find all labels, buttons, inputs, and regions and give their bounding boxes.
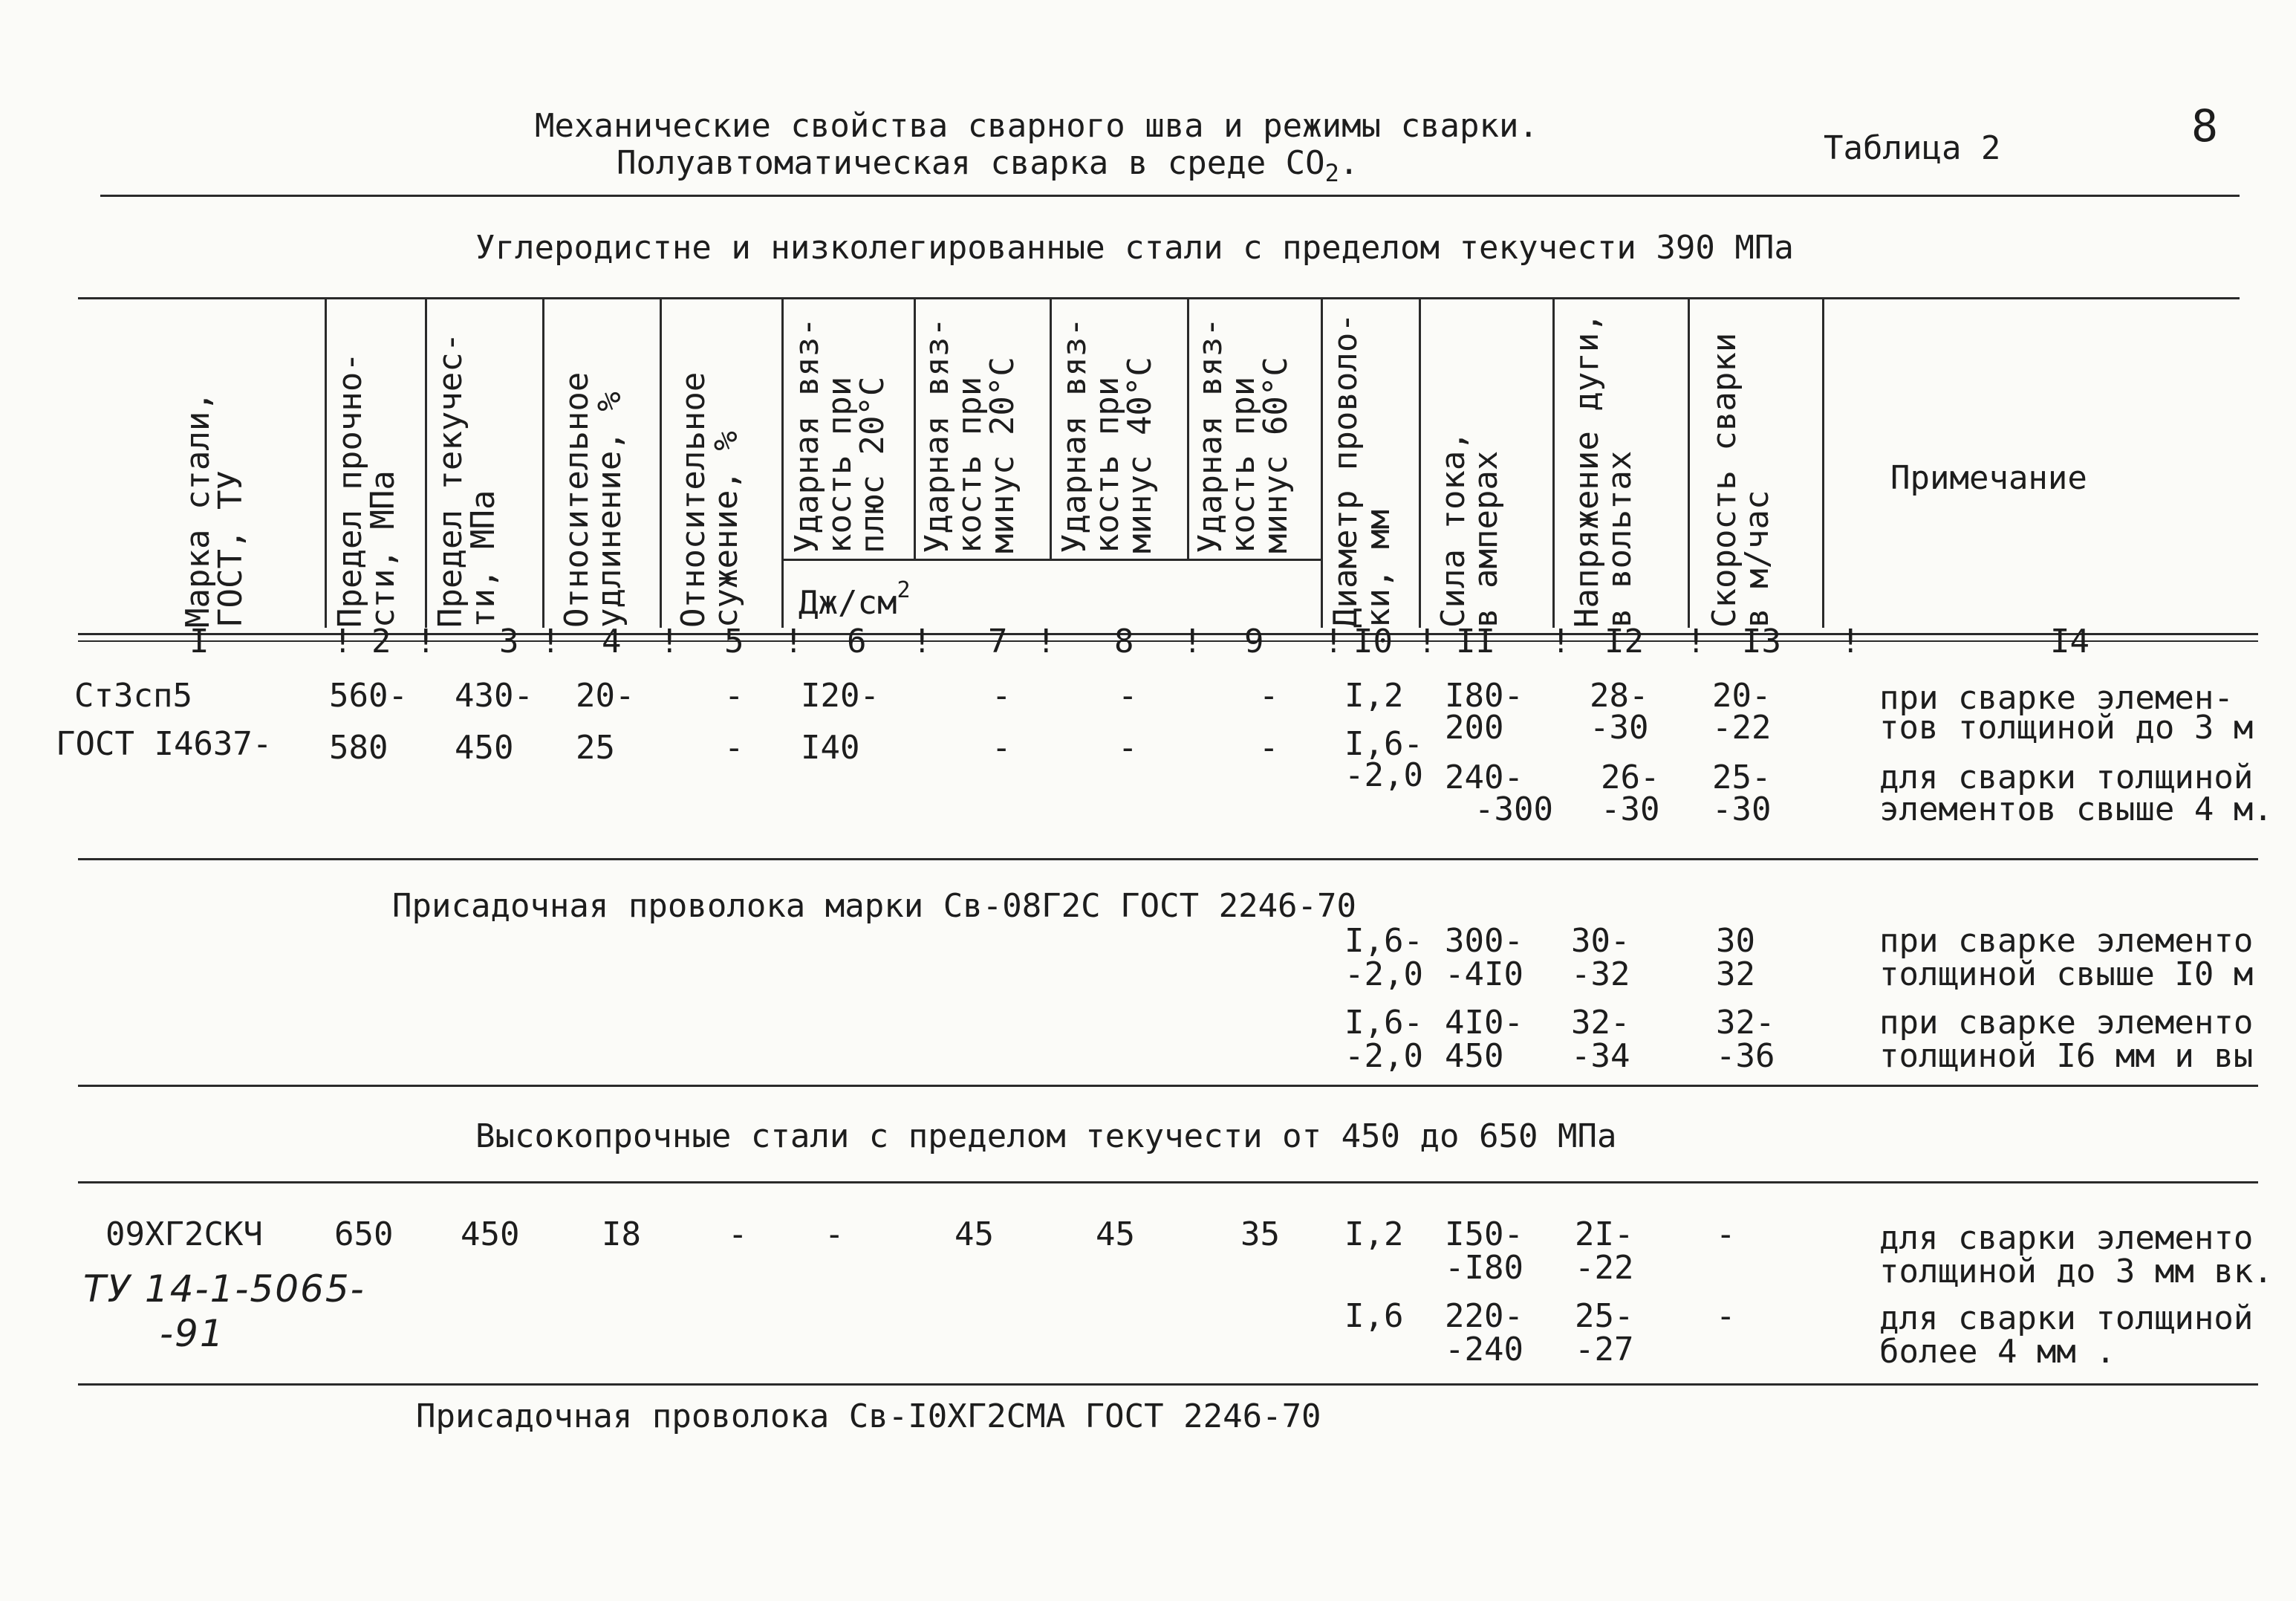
col-num-6: 6 — [847, 623, 867, 660]
header-bottom-rule-2 — [78, 640, 2258, 642]
cell: - — [728, 1215, 748, 1253]
title-subscript: 2 — [1324, 159, 1339, 187]
header-voltage-l1: Напряжение дуги, — [1568, 313, 1606, 628]
col-divider-8 — [1187, 297, 1189, 559]
impact-unit — [799, 579, 911, 620]
cell: -36 — [1716, 1037, 1775, 1075]
col-num-sep: ! — [660, 623, 680, 660]
cell: 32 — [1716, 955, 1755, 993]
col-divider-4 — [660, 297, 662, 628]
title-line-1: Механические свойства сварного шва и режимы сварки. — [535, 107, 1539, 145]
header-impact-minus60 — [1191, 317, 1295, 553]
cell: I,6 — [1344, 1297, 1404, 1335]
cell: -240 — [1445, 1331, 1523, 1368]
cell: 560- — [329, 677, 408, 715]
cell: - — [825, 1215, 845, 1253]
header-elongation — [558, 371, 628, 628]
header-impact-minus20-l1: Ударная вяз- — [918, 317, 956, 553]
header-impact-minus40-l1: Ударная вяз- — [1056, 317, 1093, 553]
header-yield — [432, 332, 502, 628]
col-num-sep: ! — [416, 623, 436, 660]
cell: -2,0 — [1344, 1037, 1423, 1075]
cell: 25 — [576, 729, 615, 767]
impact-unit-rule — [784, 559, 1322, 561]
handwritten-spec-2: -91 — [160, 1312, 225, 1355]
rule-section-3-end — [78, 1383, 2258, 1386]
header-impact-plus20-l2: кость при — [821, 376, 859, 553]
cell: -22 — [1712, 709, 1772, 747]
header-voltage-l2: в вольтах — [1601, 450, 1639, 628]
cell-note: при сварке элементо — [1879, 1004, 2254, 1042]
header-yield-l2: ти, МПа — [464, 490, 502, 628]
cell: 200 — [1445, 709, 1504, 747]
steel-grade-1: Ст3сп5 — [74, 677, 192, 715]
col-divider-13 — [1822, 297, 1824, 628]
cell: 30- — [1571, 922, 1630, 960]
cell: - — [1259, 677, 1279, 715]
section-2-title: Высокопрочные стали с пределом текучести от 450 до 650 МПа — [475, 1117, 1617, 1155]
cell-note: элементов свыше 4 м. — [1879, 790, 2273, 828]
cell: 4I0- — [1445, 1004, 1523, 1042]
col-num-10: I0 — [1353, 623, 1393, 660]
header-bottom-rule — [78, 633, 2258, 635]
col-num-14: I4 — [2050, 623, 2090, 660]
header-impact-plus20-l1: Ударная вяз- — [788, 317, 826, 553]
col-divider-1 — [325, 297, 327, 628]
cell: - — [992, 729, 1012, 767]
col-num-sep: ! — [1417, 623, 1437, 660]
rule-section-1-end — [78, 858, 2258, 860]
cell: 20- — [1712, 677, 1772, 715]
cell: 25- — [1575, 1297, 1634, 1335]
header-impact-minus60-l2: кость при — [1224, 376, 1262, 553]
header-reduction-l2: сужение, % — [707, 431, 745, 628]
rule-top — [100, 195, 2240, 197]
header-steel-grade — [179, 392, 250, 628]
cell: I50- — [1445, 1215, 1523, 1253]
header-impact-minus60-l3: минус 60°С — [1257, 357, 1295, 553]
col-num-sep: ! — [1686, 623, 1706, 660]
col-num-sep: ! — [912, 623, 932, 660]
col-divider-2 — [425, 297, 427, 628]
header-impact-minus40-l3: минус 40°С — [1121, 357, 1159, 553]
col-num-2: 2 — [371, 623, 391, 660]
cell: I8 — [602, 1215, 641, 1253]
col-num-sep: ! — [541, 623, 561, 660]
header-reduction-l1: Относительное — [674, 371, 712, 628]
col-divider-11 — [1552, 297, 1555, 628]
header-tensile — [331, 352, 402, 628]
cell: 450 — [1445, 1037, 1504, 1075]
cell: I,2 — [1344, 1215, 1404, 1253]
col-num-sep: ! — [1036, 623, 1056, 660]
cell: I20- — [801, 677, 879, 715]
col-divider-7 — [1050, 297, 1052, 559]
cell: - — [992, 677, 1012, 715]
cell: - — [1118, 729, 1138, 767]
cell: 220- — [1445, 1297, 1523, 1335]
col-divider-6 — [914, 297, 916, 559]
col-num-7: 7 — [988, 623, 1008, 660]
col-num-1: I — [189, 623, 209, 660]
impact-unit-sup: 2 — [897, 577, 911, 603]
col-num-5: 5 — [724, 623, 744, 660]
cell: I,6- — [1344, 922, 1423, 960]
impact-unit-text: Дж/см — [799, 584, 897, 622]
handwritten-spec-1: ТУ 14-1-5065- — [83, 1267, 365, 1311]
header-impact-minus40 — [1058, 317, 1157, 553]
cell-note: при сварке элементо — [1879, 922, 2254, 960]
cell: -300 — [1474, 790, 1553, 828]
cell: 450 — [461, 1215, 520, 1253]
cell: -30 — [1712, 790, 1772, 828]
cell: - — [1716, 1297, 1736, 1335]
cell: -30 — [1590, 709, 1649, 747]
header-impact-plus20 — [788, 317, 891, 553]
cell: I80- — [1445, 677, 1523, 715]
cell-note: тов толщиной до 3 м — [1879, 709, 2254, 747]
header-speed — [1705, 332, 1776, 628]
cell: 26- — [1601, 759, 1660, 796]
cell: 35 — [1240, 1215, 1280, 1253]
title-line-2 — [617, 144, 1359, 187]
cell: -22 — [1575, 1249, 1634, 1287]
cell: 450 — [455, 729, 514, 767]
cell-note: более 4 мм . — [1879, 1333, 2115, 1371]
cell: - — [1716, 1215, 1736, 1253]
cell-note: для сварки элементо — [1879, 1219, 2254, 1257]
header-elongation-l2: удлинение, % — [591, 392, 628, 628]
rule-section-2-end — [78, 1085, 2258, 1087]
cell: 20- — [576, 677, 635, 715]
cell-note: толщиной до 3 мм вк. — [1879, 1253, 2273, 1290]
header-tensile-l2: сти, МПа — [364, 470, 402, 628]
header-impact-minus20-l2: кость при — [951, 376, 989, 553]
cell: 430- — [455, 677, 533, 715]
cell-note: толщиной I6 мм и вы — [1879, 1037, 2254, 1075]
section-1-title: Углеродистне и низколегированные стали с пределом текучести 390 МПа — [475, 229, 1794, 267]
col-divider-3 — [542, 297, 544, 628]
header-steel-grade-l2: ГОСТ, ТУ — [212, 470, 250, 628]
col-divider-5 — [781, 297, 784, 628]
header-current-l2: в амперах — [1467, 450, 1505, 628]
header-note: Примечание — [1890, 459, 2087, 497]
col-num-8: 8 — [1114, 623, 1134, 660]
col-num-11: II — [1456, 623, 1495, 660]
cell: -34 — [1571, 1037, 1630, 1075]
header-elongation-l1: Относительное — [558, 371, 596, 628]
header-impact-minus60-l1: Ударная вяз- — [1191, 317, 1229, 553]
header-wire-diameter-l2: ки, мм — [1359, 510, 1397, 628]
col-num-sep: ! — [333, 623, 353, 660]
cell: -2,0 — [1344, 756, 1423, 794]
cell: 25- — [1712, 759, 1772, 796]
header-speed-l1: Скорость сварки — [1705, 332, 1743, 628]
header-yield-l1: Предел текучес- — [432, 332, 469, 628]
header-current-l1: Сила тока, — [1434, 431, 1472, 628]
cell: 240- — [1445, 759, 1523, 796]
header-impact-minus40-l2: кость при — [1088, 376, 1126, 553]
cell: - — [1259, 729, 1279, 767]
header-voltage — [1568, 313, 1639, 628]
cell: 32- — [1716, 1004, 1775, 1042]
col-num-13: I3 — [1742, 623, 1781, 660]
cell: 300- — [1445, 922, 1523, 960]
header-impact-minus20 — [918, 317, 1021, 553]
col-num-sep: ! — [1841, 623, 1861, 660]
col-divider-12 — [1688, 297, 1690, 628]
col-num-3: 3 — [499, 623, 519, 660]
cell: I,6- — [1344, 725, 1423, 763]
filler-wire-2: Присадочная проволока Св-I0ХГ2СМА ГОСТ 2246-70 — [416, 1397, 1321, 1435]
table-header-top-rule — [78, 297, 2240, 299]
cell: 45 — [955, 1215, 994, 1253]
header-impact-plus20-l3: плюс 20°С — [853, 376, 891, 553]
cell: 650 — [334, 1215, 394, 1253]
cell: 45 — [1096, 1215, 1135, 1253]
header-wire-diameter-l1: Диаметр проволо- — [1327, 313, 1365, 628]
col-num-sep: ! — [1183, 623, 1203, 660]
header-wire-diameter — [1327, 313, 1397, 628]
header-steel-grade-l1: Марка стали, — [179, 392, 217, 628]
cell: 32- — [1571, 1004, 1630, 1042]
col-num-sep: ! — [1324, 623, 1344, 660]
cell: 580 — [329, 729, 388, 767]
page-number: 8 — [2191, 100, 2219, 152]
table-label: Таблица 2 — [1824, 129, 2001, 167]
cell: -4I0 — [1445, 955, 1523, 993]
header-impact-minus20-l3: минус 20°С — [983, 357, 1021, 553]
header-current — [1434, 431, 1505, 628]
cell: -I80 — [1445, 1249, 1523, 1287]
cell: 30 — [1716, 922, 1755, 960]
cell: - — [724, 729, 744, 767]
steel-gost-1: ГОСТ I4637- — [56, 725, 273, 763]
cell-note: толщиной свыше I0 м — [1879, 955, 2254, 993]
col-num-12: I2 — [1604, 623, 1644, 660]
col-num-4: 4 — [602, 623, 622, 660]
cell: -32 — [1571, 955, 1630, 993]
cell: 28- — [1590, 677, 1649, 715]
title-line-2-text: Полуавтоматическая сварка в среде CO — [617, 144, 1325, 182]
cell-note: при сварке элемен- — [1879, 679, 2234, 717]
col-num-sep: ! — [1551, 623, 1571, 660]
cell: I,6- — [1344, 1004, 1423, 1042]
cell: -30 — [1601, 790, 1660, 828]
cell: - — [724, 677, 744, 715]
cell: -2,0 — [1344, 955, 1423, 993]
col-num-9: 9 — [1244, 623, 1264, 660]
col-num-sep: ! — [784, 623, 804, 660]
header-reduction — [674, 371, 745, 628]
cell: -27 — [1575, 1331, 1634, 1368]
steel-grade-2: 09ХГ2СКЧ — [105, 1215, 263, 1253]
col-divider-10 — [1419, 297, 1421, 628]
col-divider-9 — [1321, 297, 1323, 628]
cell: 2I- — [1575, 1215, 1634, 1253]
cell: - — [1118, 677, 1138, 715]
header-tensile-l1: Предел прочно- — [331, 352, 369, 628]
cell-note: для сварки толщиной — [1879, 759, 2254, 796]
cell: I40 — [801, 729, 860, 767]
rule-section-3-start — [78, 1181, 2258, 1183]
title-period: . — [1339, 144, 1359, 182]
cell: I,2 — [1344, 677, 1404, 715]
cell-note: для сварки толщиной — [1879, 1299, 2254, 1337]
filler-wire-1: Присадочная проволока марки Св-08Г2С ГОСТ 2246-70 — [392, 887, 1357, 925]
header-speed-l2: в м/час — [1738, 490, 1776, 628]
